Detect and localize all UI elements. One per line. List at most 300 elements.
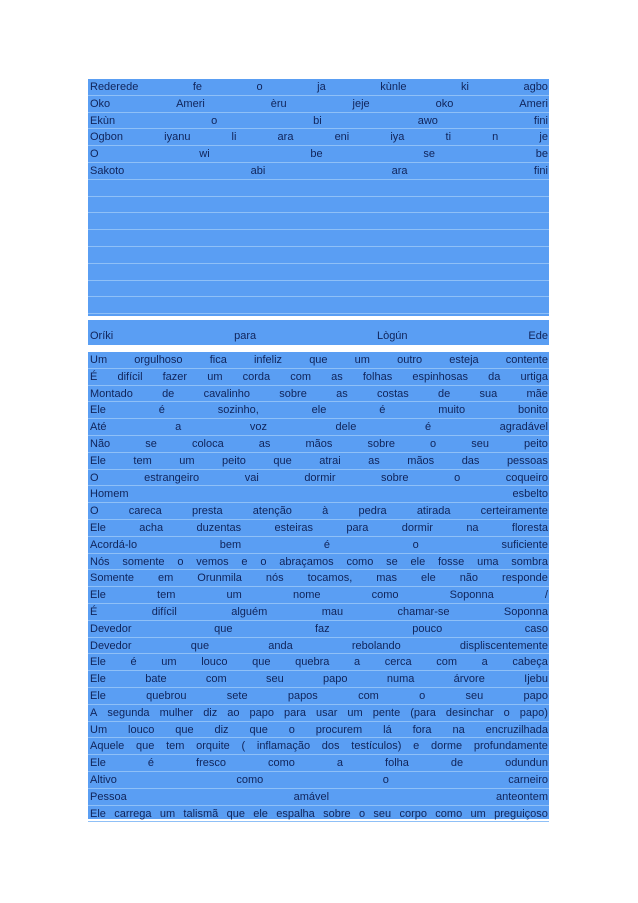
empty-line bbox=[88, 180, 549, 197]
word: agradável bbox=[499, 421, 548, 434]
word: como bbox=[346, 555, 374, 568]
word: mãos bbox=[305, 437, 333, 450]
word: fini bbox=[533, 164, 548, 177]
word: Devedor bbox=[90, 639, 132, 652]
word: com bbox=[205, 673, 227, 686]
word: rebolando bbox=[351, 639, 401, 652]
word: de bbox=[438, 387, 451, 400]
word: Ele bbox=[90, 656, 106, 669]
word: sombra bbox=[511, 555, 548, 568]
word: sobre bbox=[381, 471, 409, 484]
word: wi bbox=[199, 148, 210, 161]
word: é bbox=[424, 421, 432, 434]
word: como bbox=[236, 773, 264, 786]
word: be bbox=[310, 148, 323, 161]
word: responde bbox=[502, 572, 548, 585]
word: se bbox=[145, 437, 157, 450]
word: com bbox=[436, 656, 458, 669]
poem-line bbox=[88, 503, 549, 520]
word: ele bbox=[311, 404, 327, 417]
word: se bbox=[423, 148, 435, 161]
poem-line bbox=[88, 789, 549, 806]
word: o bbox=[454, 471, 461, 484]
word: esbelto bbox=[512, 488, 548, 501]
poem-line bbox=[88, 419, 549, 436]
word: É bbox=[90, 370, 98, 383]
word: Ele bbox=[90, 521, 106, 534]
word: as bbox=[331, 370, 343, 383]
word: Montado bbox=[90, 387, 133, 400]
poem-line bbox=[88, 453, 549, 470]
word: mãe bbox=[526, 387, 548, 400]
word: diz bbox=[214, 723, 229, 736]
empty-line bbox=[88, 230, 549, 247]
word: caso bbox=[524, 622, 548, 635]
word: dormir bbox=[304, 471, 336, 484]
word: papo bbox=[523, 689, 548, 702]
word: o bbox=[177, 555, 184, 568]
word: costas bbox=[376, 387, 409, 400]
word: dorme bbox=[430, 740, 463, 753]
word: sobre bbox=[367, 437, 395, 450]
word: Até bbox=[90, 421, 107, 434]
word: um bbox=[159, 807, 176, 820]
word: profundamente bbox=[473, 740, 548, 753]
word: louco bbox=[128, 723, 155, 736]
word: je bbox=[539, 131, 548, 144]
word: alguém bbox=[231, 605, 268, 618]
word: não bbox=[459, 572, 479, 585]
word: odundun bbox=[505, 757, 548, 770]
word: a bbox=[175, 421, 182, 434]
word: carneiro bbox=[508, 773, 548, 786]
word: é bbox=[130, 656, 137, 669]
word: atrai bbox=[319, 454, 341, 467]
word: a bbox=[481, 656, 488, 669]
word: seu bbox=[471, 437, 489, 450]
empty-line bbox=[88, 264, 549, 281]
word: presta bbox=[192, 505, 223, 518]
word: tem bbox=[157, 589, 176, 602]
word: como bbox=[371, 589, 399, 602]
word: ele bbox=[253, 807, 268, 820]
word: Acordá-lo bbox=[90, 538, 138, 551]
word: peito bbox=[524, 437, 548, 450]
word: árvore bbox=[453, 673, 485, 686]
word: dele bbox=[335, 421, 357, 434]
word: espinhosas bbox=[412, 370, 468, 383]
word: pente bbox=[372, 706, 401, 719]
word: urtiga bbox=[520, 370, 548, 383]
word: anda bbox=[268, 639, 293, 652]
word: bate bbox=[145, 673, 167, 686]
word: Orunmila bbox=[197, 572, 242, 585]
poem-line bbox=[88, 554, 549, 571]
word: ki bbox=[461, 81, 469, 93]
word: orgulhoso bbox=[134, 354, 183, 366]
word: se bbox=[386, 555, 398, 568]
word: desinchar bbox=[445, 706, 494, 719]
word: ele bbox=[410, 555, 426, 568]
word: peito bbox=[222, 454, 246, 467]
word: Ele bbox=[90, 589, 106, 602]
word: Nós bbox=[90, 555, 110, 568]
poem-line bbox=[88, 386, 549, 403]
word: Aquele bbox=[90, 740, 125, 753]
word: com bbox=[290, 370, 312, 383]
word: Somente bbox=[90, 572, 135, 585]
poem-line bbox=[88, 806, 549, 823]
word: O bbox=[90, 471, 99, 484]
word: tocamos, bbox=[307, 572, 353, 585]
word: espalha bbox=[276, 807, 315, 820]
word: ti bbox=[445, 131, 452, 144]
word: pessoas bbox=[506, 454, 548, 467]
word: voz bbox=[249, 421, 267, 434]
word: Ele bbox=[90, 757, 106, 770]
word: Ogbon bbox=[90, 131, 124, 144]
word: as bbox=[368, 454, 380, 467]
word: um bbox=[179, 454, 195, 467]
word: careca bbox=[128, 505, 162, 518]
word: sozinho, bbox=[217, 404, 259, 417]
word: bem bbox=[219, 538, 242, 551]
poem-line bbox=[88, 470, 549, 487]
poem-line bbox=[88, 755, 549, 772]
word: oko bbox=[435, 97, 454, 110]
word: kùnle bbox=[380, 81, 407, 93]
word: o bbox=[211, 114, 218, 127]
word: coloca bbox=[191, 437, 224, 450]
word: seu bbox=[465, 689, 484, 702]
title-word: Lògún bbox=[376, 330, 408, 342]
word: duzentas bbox=[196, 521, 242, 534]
word: nome bbox=[292, 589, 321, 602]
word: certeiramente bbox=[480, 505, 548, 518]
word: fe bbox=[192, 81, 203, 93]
word: tem bbox=[166, 740, 185, 753]
word: ara bbox=[277, 131, 294, 144]
word: para bbox=[283, 706, 307, 719]
word: Homem bbox=[90, 488, 129, 501]
text-line bbox=[88, 79, 549, 96]
word: Um bbox=[90, 723, 108, 736]
poem-line bbox=[88, 587, 549, 604]
word: em bbox=[158, 572, 174, 585]
word: Ameri bbox=[519, 97, 548, 110]
word: das bbox=[461, 454, 480, 467]
word: be bbox=[535, 148, 548, 161]
word: iyanu bbox=[164, 131, 191, 144]
word: mau bbox=[321, 605, 344, 618]
word: Rederede bbox=[90, 81, 139, 93]
poem-line bbox=[88, 705, 549, 722]
word: diz bbox=[203, 706, 218, 719]
word: difícil bbox=[151, 605, 177, 618]
poem-title-block bbox=[88, 320, 549, 345]
word: coqueiro bbox=[505, 471, 548, 484]
word: faz bbox=[315, 622, 330, 635]
word: / bbox=[544, 589, 548, 602]
word: dos bbox=[321, 740, 340, 753]
word: um bbox=[347, 706, 363, 719]
poem-line bbox=[88, 688, 549, 705]
poem-line bbox=[88, 604, 549, 621]
top-text-block bbox=[88, 79, 549, 316]
word: infeliz bbox=[253, 354, 283, 366]
empty-line bbox=[88, 197, 549, 214]
word: um bbox=[470, 807, 486, 820]
word: que bbox=[273, 454, 292, 467]
word: o bbox=[503, 706, 510, 719]
word: quebra bbox=[295, 656, 330, 669]
word: talismã bbox=[183, 807, 219, 820]
poem-line bbox=[88, 436, 549, 453]
word: Ele bbox=[90, 673, 106, 686]
word: pedra bbox=[358, 505, 387, 518]
word: corpo bbox=[399, 807, 427, 820]
word: papo) bbox=[519, 706, 548, 719]
word: anteontem bbox=[496, 790, 548, 803]
text-line bbox=[88, 146, 549, 163]
word: a bbox=[336, 757, 344, 770]
text-line bbox=[88, 96, 549, 113]
poem-line bbox=[88, 621, 549, 638]
poem-line bbox=[88, 570, 549, 587]
word: é bbox=[147, 757, 155, 770]
word: como bbox=[268, 757, 295, 770]
word: vai bbox=[244, 471, 259, 484]
word: Altivo bbox=[90, 773, 117, 786]
word: fora bbox=[412, 723, 432, 736]
word: abi bbox=[250, 164, 266, 177]
word: à bbox=[322, 505, 329, 518]
word: cabeça bbox=[512, 656, 548, 669]
word: Ele bbox=[90, 404, 106, 417]
word: encruzilhada bbox=[485, 723, 548, 736]
word: difícil bbox=[117, 370, 143, 383]
word: ja bbox=[317, 81, 326, 93]
word: o bbox=[430, 437, 437, 450]
word: fazer bbox=[162, 370, 188, 383]
poem-line bbox=[88, 671, 549, 688]
word: e bbox=[241, 555, 248, 568]
word: A bbox=[90, 706, 98, 719]
word: É bbox=[90, 605, 98, 618]
word: somente bbox=[122, 555, 165, 568]
poem-line bbox=[88, 352, 549, 369]
poem-line bbox=[88, 772, 549, 789]
word: muito bbox=[438, 404, 466, 417]
word: a bbox=[353, 656, 361, 669]
word: Ele bbox=[90, 454, 106, 467]
word: testículos) bbox=[351, 740, 402, 753]
empty-line bbox=[88, 281, 549, 298]
poem-line bbox=[88, 369, 549, 386]
word: um bbox=[161, 656, 177, 669]
word: ao bbox=[227, 706, 240, 719]
word: papos bbox=[287, 689, 318, 702]
word: awo bbox=[417, 114, 438, 127]
word: de bbox=[162, 387, 175, 400]
word: o bbox=[412, 538, 419, 551]
word: as bbox=[336, 387, 348, 400]
poem-line bbox=[88, 738, 549, 755]
word: nós bbox=[265, 572, 284, 585]
word: mulher bbox=[159, 706, 194, 719]
word: é bbox=[158, 404, 165, 417]
word: fica bbox=[209, 354, 227, 366]
word: o bbox=[260, 555, 267, 568]
word: chamar-se bbox=[397, 605, 450, 618]
word: folha bbox=[385, 757, 409, 770]
word: estrangeiro bbox=[144, 471, 200, 484]
word: suficiente bbox=[501, 538, 548, 551]
word: tem bbox=[133, 454, 152, 467]
word: Ele bbox=[90, 689, 106, 702]
word: fini bbox=[533, 114, 548, 127]
word: n bbox=[492, 131, 499, 144]
word: esteiras bbox=[274, 521, 314, 534]
title-word: Oríki bbox=[90, 330, 114, 342]
empty-line bbox=[88, 213, 549, 230]
title-word: para bbox=[234, 330, 257, 342]
word: Ameri bbox=[176, 97, 205, 110]
word: atenção bbox=[252, 505, 292, 518]
word: fosse bbox=[438, 555, 465, 568]
word: cerca bbox=[384, 656, 412, 669]
word: é bbox=[323, 538, 330, 551]
word: sua bbox=[479, 387, 498, 400]
poem-title bbox=[88, 320, 549, 345]
word: amável bbox=[293, 790, 330, 803]
word: que bbox=[309, 354, 328, 366]
empty-line bbox=[88, 297, 549, 314]
word: floresta bbox=[511, 521, 548, 534]
poem-line bbox=[88, 638, 549, 655]
word: na bbox=[452, 723, 465, 736]
word: o bbox=[419, 689, 426, 702]
word: Ekùn bbox=[90, 114, 116, 127]
word: Sakoto bbox=[90, 164, 125, 177]
word: o bbox=[382, 773, 389, 786]
word: esteja bbox=[449, 354, 479, 366]
title-word: Ede bbox=[528, 330, 548, 342]
word: li bbox=[231, 131, 237, 144]
word: as bbox=[258, 437, 271, 450]
word: inflamação bbox=[256, 740, 311, 753]
word: Ijebu bbox=[524, 673, 548, 686]
poem-line bbox=[88, 520, 549, 537]
word: seu bbox=[266, 673, 284, 686]
word: um bbox=[354, 354, 370, 366]
word: outro bbox=[397, 354, 423, 366]
word: Soponna bbox=[503, 605, 548, 618]
word: de bbox=[450, 757, 464, 770]
word: mas bbox=[376, 572, 398, 585]
word: Devedor bbox=[90, 622, 132, 635]
word: carrega bbox=[114, 807, 152, 820]
empty-line bbox=[88, 247, 549, 264]
word: o bbox=[256, 81, 263, 93]
word: (para bbox=[410, 706, 436, 719]
word: numa bbox=[386, 673, 415, 686]
word: que bbox=[135, 740, 155, 753]
poem-line bbox=[88, 486, 549, 503]
word: sobre bbox=[323, 807, 351, 820]
word: o bbox=[358, 807, 366, 820]
word: como bbox=[435, 807, 463, 820]
word: com bbox=[358, 689, 379, 702]
word: da bbox=[488, 370, 501, 383]
word: Um bbox=[90, 354, 108, 366]
word: Ele bbox=[90, 807, 106, 820]
word: O bbox=[90, 148, 99, 161]
word: um bbox=[207, 370, 223, 383]
word: um bbox=[226, 589, 242, 602]
word: vemos bbox=[196, 555, 229, 568]
word: procurem bbox=[315, 723, 363, 736]
text-line bbox=[88, 129, 549, 146]
poem-line bbox=[88, 722, 549, 739]
word: ele bbox=[421, 572, 436, 585]
word: usar bbox=[316, 706, 338, 719]
word: quebrou bbox=[146, 689, 187, 702]
word: lá bbox=[383, 723, 392, 736]
word: segunda bbox=[107, 706, 150, 719]
word: agbo bbox=[523, 81, 548, 93]
word: e bbox=[413, 740, 420, 753]
word: sete bbox=[226, 689, 248, 702]
word: abraçamos bbox=[279, 555, 334, 568]
word: Pessoa bbox=[90, 790, 127, 803]
poem-line bbox=[88, 654, 549, 671]
word: Oko bbox=[90, 97, 111, 110]
poem-line bbox=[88, 402, 549, 419]
word: acha bbox=[139, 521, 164, 534]
word: bonito bbox=[517, 404, 548, 417]
word: que bbox=[175, 723, 194, 736]
word: que bbox=[252, 656, 271, 669]
word: que bbox=[214, 622, 233, 635]
word: papo bbox=[249, 706, 274, 719]
word: Soponna bbox=[449, 589, 494, 602]
word: èru bbox=[270, 97, 287, 110]
word: corda bbox=[242, 370, 271, 383]
word: displiscentemente bbox=[459, 639, 548, 652]
word: cavalinho bbox=[203, 387, 251, 400]
word: o bbox=[288, 723, 295, 736]
word: eni bbox=[334, 131, 350, 144]
text-line bbox=[88, 113, 549, 130]
word: O bbox=[90, 505, 99, 518]
word: é bbox=[379, 404, 386, 417]
word: orquite bbox=[196, 740, 230, 753]
word: que bbox=[190, 639, 210, 652]
word: seu bbox=[373, 807, 392, 820]
word: mãos bbox=[407, 454, 435, 467]
word: fresco bbox=[196, 757, 226, 770]
word: jeje bbox=[352, 97, 370, 110]
word: que bbox=[249, 723, 268, 736]
word: preguiçoso bbox=[494, 807, 548, 820]
word: bi bbox=[313, 114, 322, 127]
word: pouco bbox=[412, 622, 443, 635]
word: uma bbox=[477, 555, 499, 568]
word: ara bbox=[391, 164, 408, 177]
word: que bbox=[226, 807, 245, 820]
text-line bbox=[88, 163, 549, 180]
